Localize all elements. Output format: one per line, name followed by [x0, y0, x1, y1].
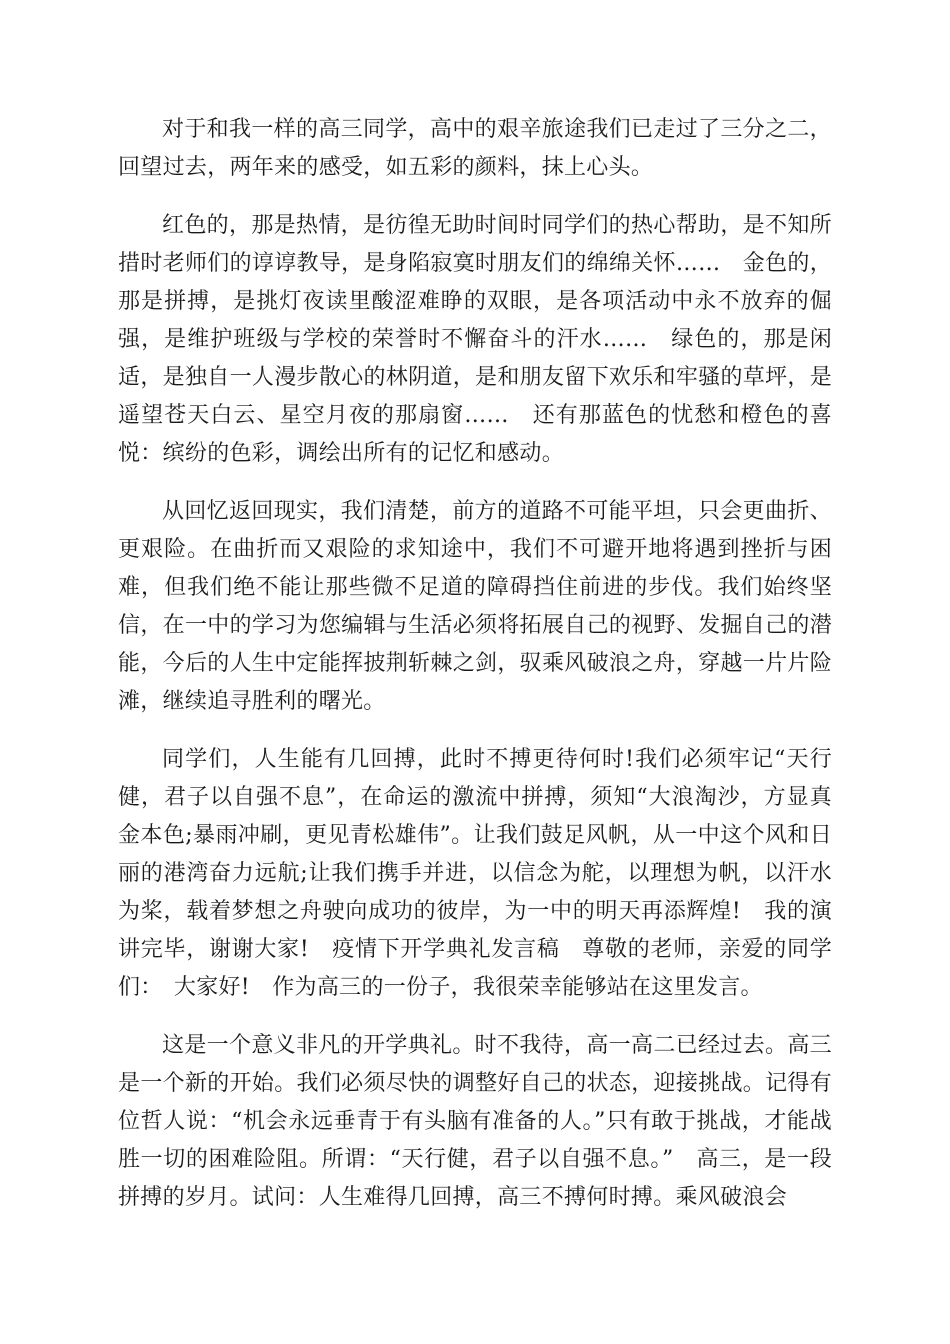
paragraph-4: 同学们，人生能有几回搏，此时不搏更待何时!我们必须牢记“天行健，君子以自强不息”，在命运的激流中拼搏，须知“大浪淘沙，方显真金本色;暴雨冲刷，更见青松雄伟”。让我们鼓足风帆，从一中这个风和日丽的港湾奋力远航;让我们携手并进，以信念为舵，以理想为帆，以汗水为桨，载着梦想之舟驶向成功的彼岸，为一中的明天再添辉煌! 我的演讲完毕，谢谢大家! 疫情下开学典礼发言稿 尊敬的老师，亲爱的同学们： 大家好! 作为高三的一份子，我很荣幸能够站在这里发言。: [118, 747, 832, 1000]
paragraph-3: 从回忆返回现实，我们清楚，前方的道路不可能平坦，只会更曲折、更艰险。在曲折而又艰险的求知途中，我们不可避开地将遇到挫折与困难，但我们绝不能让那些微不足道的障碍挡住前进的步伐。我们始终坚信，在一中的学习为您编辑与生活必须将拓展自己的视野、发掘自己的潜能，今后的人生中定能挥披荆斩棘之剑，驭乘风破浪之舟，穿越一片片险滩，继续追寻胜利的曙光。: [118, 499, 832, 714]
paragraph-1: 对于和我一样的高三同学，高中的艰辛旅途我们已走过了三分之二，回望过去，两年来的感受，如五彩的颜料，抹上心头。: [118, 117, 832, 180]
paragraph-2: 红色的，那是热情，是彷徨无助时间时同学们的热心帮助，是不知所措时老师们的谆谆教导，是身陷寂寞时朋友们的绵绵关怀…… 金色的，那是拼搏，是挑灯夜读里酸涩难睁的双眼，是各项活动中永不放弃的倔强，是维护班级与学校的荣誉时不懈奋斗的汗水…… 绿色的，那是闲适，是独自一人漫步散心的林阴道，是和朋友留下欢乐和牢骚的草坪，是遥望苍天白云、星空月夜的那扇窗…… 还有那蓝色的忧愁和橙色的喜悦：缤纷的色彩，调绘出所有的记忆和感动。: [118, 213, 832, 466]
paragraph-5: 这是一个意义非凡的开学典礼。时不我待，高一高二已经过去。高三是一个新的开始。我们必须尽快的调整好自己的状态，迎接挑战。记得有位哲人说：“机会永远垂青于有头脑有准备的人。”只有敢于挑战，才能战胜一切的困难险阻。所谓：“天行健，君子以自强不息。” 高三，是一段拼搏的岁月。试问：人生难得几回搏，高三不搏何时搏。乘风破浪会: [118, 1033, 832, 1210]
document-body: [118, 111, 832, 1237]
